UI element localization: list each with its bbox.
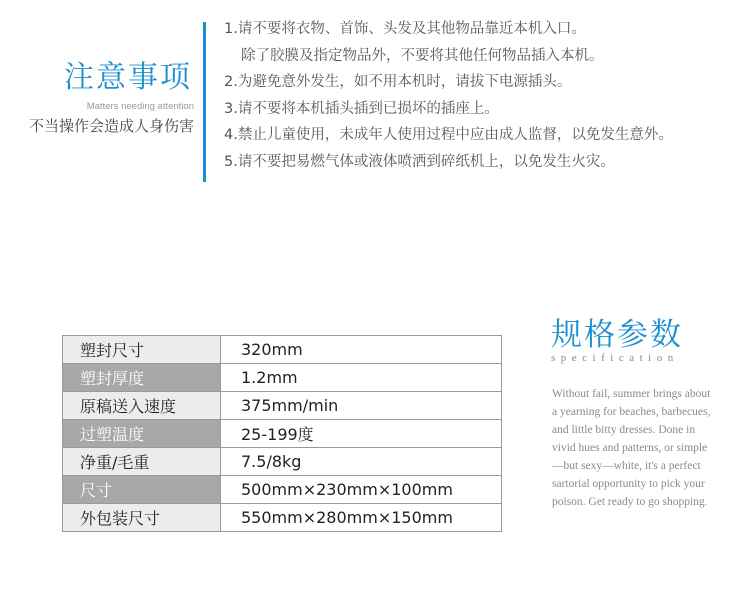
spec-value: 7.5/8kg	[221, 448, 502, 476]
table-row	[63, 504, 502, 532]
spec-heading	[551, 315, 683, 364]
notice-item: 2.为避免意外发生，如不用本机时，请拔下电源插头。	[224, 74, 572, 90]
table-row	[63, 420, 502, 448]
spec-description: Without fail, summer brings about a yearning for beaches, barbecues, and little bitty dresses. Done in vivid hues and patterns, or simple—but sexy—white, it's a perfect sartorial opportunity to pick your poison. Get ready to go shopping.	[552, 388, 711, 508]
table-row	[63, 476, 502, 504]
notice-list	[224, 16, 673, 175]
notice-heading	[0, 60, 194, 136]
notice-item: 3.请不要将本机插头插到已损坏的插座上。	[224, 100, 499, 117]
notice-item: 4.禁止儿童使用，未成年人使用过程中应由成人监督，以免发生意外。	[224, 127, 673, 143]
table-row	[63, 392, 502, 420]
spec-label: 净重/毛重	[63, 448, 221, 476]
spec-title: 规格参数	[551, 317, 683, 353]
spec-table	[62, 335, 502, 532]
table-row	[63, 448, 502, 476]
table-row	[63, 364, 502, 392]
notice-divider	[203, 22, 206, 182]
spec-value: 320mm	[221, 336, 502, 364]
notice-item: 除了胶膜及指定物品外，不要将其他任何物品插入本机。	[241, 47, 604, 64]
notice-tagline: 不当操作会造成人身伤害	[28, 117, 194, 135]
spec-value: 25-199度	[221, 420, 502, 448]
spec-label: 塑封厚度	[63, 364, 221, 392]
spec-label: 塑封尺寸	[63, 336, 221, 364]
spec-value: 500mm×230mm×100mm	[221, 476, 502, 504]
notice-title: 注意事项	[64, 60, 192, 95]
spec-subtitle: specification	[551, 352, 679, 364]
spec-label: 外包装尺寸	[63, 504, 221, 532]
spec-label: 过塑温度	[63, 420, 221, 448]
table-row	[63, 336, 502, 364]
spec-value: 550mm×280mm×150mm	[221, 504, 502, 532]
notice-item: 5.请不要把易燃气体或液体喷洒到碎纸机上，以免发生火灾。	[224, 153, 615, 170]
spec-value: 1.2mm	[221, 364, 502, 392]
spec-label: 原稿送入速度	[63, 392, 221, 420]
spec-value: 375mm/min	[221, 392, 502, 420]
notice-subtitle: Matters needing attention	[86, 101, 194, 112]
notice-item: 1.请不要将衣物、首饰、头发及其他物品靠近本机入口。	[224, 21, 586, 37]
spec-label: 尺寸	[63, 476, 221, 504]
